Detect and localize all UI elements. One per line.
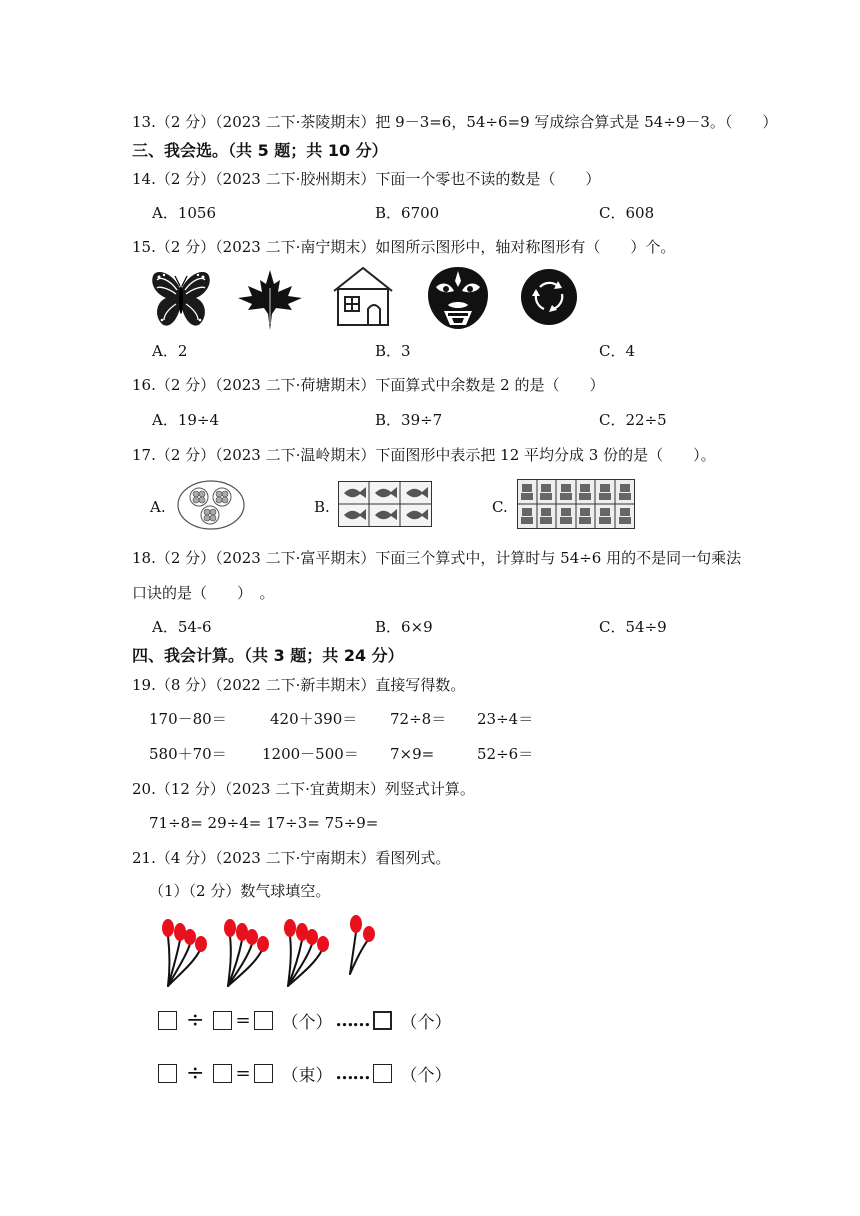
q19-calc-2: 420＋390＝ [270, 710, 358, 728]
q17-option-c: C. [492, 498, 508, 516]
q19-calc-3: 72÷8＝ [390, 710, 447, 728]
divide-sign: ÷ [186, 1008, 205, 1033]
q17-option-a: A. [150, 498, 166, 516]
q18-option-c: C．54÷9 [599, 618, 667, 636]
q16-option-c: C．22÷5 [599, 411, 667, 429]
question-13: 13.（2 分）（2023 二下·茶陵期末）把 9－3=6，54÷6=9 写成综合算式是 54÷9－3。（ ） [132, 113, 778, 131]
unit-label-1: （个） [281, 1013, 333, 1033]
equals-sign: = [235, 1010, 251, 1031]
balloon-bunches-figure [156, 914, 386, 994]
question-18-stem-line1: 18.（2 分）（2023 二下·富平期末）下面三个算式中，计算时与 54÷6 用的不是同一句乘法 [132, 549, 742, 567]
remainder-dots: …… [335, 1063, 370, 1084]
equals-sign: = [235, 1063, 251, 1084]
q14-option-b: B．6700 [375, 204, 440, 222]
dividend-box[interactable] [158, 1011, 177, 1030]
q16-option-a: A．19÷4 [152, 411, 220, 429]
q14-option-c: C．608 [599, 204, 655, 222]
butterfly-icon [150, 268, 212, 330]
question-14-stem: 14.（2 分）（2023 二下·胶州期末）下面一个零也不读的数是（ ） [132, 170, 601, 188]
q15-option-a: A．2 [152, 342, 188, 360]
q15-option-b: B．3 [375, 342, 411, 360]
quotient-box[interactable] [254, 1064, 273, 1083]
question-17-stem: 17.（2 分）（2023 二下·温岭期末）下面图形中表示把 12 平均分成 3 份的是（ ）。 [132, 446, 716, 464]
q17-option-b: B. [314, 498, 330, 516]
balloon-count-row [158, 1008, 452, 1033]
divide-sign: ÷ [186, 1061, 205, 1086]
q18-option-a: A．54-6 [152, 618, 212, 636]
section-3-heading: 三、我会选。（共 5 题；共 10 分） [132, 141, 388, 160]
q19-calc-4: 23÷4＝ [477, 710, 534, 728]
twelve-robot-grid-figure [517, 479, 635, 529]
bunch-count-row [158, 1061, 452, 1086]
dividend-box[interactable] [158, 1064, 177, 1083]
question-19-stem: 19.（8 分）（2022 二下·新丰期末）直接写得数。 [132, 676, 466, 694]
q19-calc-5: 580＋70＝ [149, 745, 227, 763]
q18-option-b: B．6×9 [375, 618, 433, 636]
house-icon [330, 265, 396, 329]
remainder-box[interactable] [373, 1064, 392, 1083]
q15-option-c: C．4 [599, 342, 636, 360]
section-4-heading: 四、我会计算。（共 3 题；共 24 分） [132, 646, 404, 665]
three-groups-of-four-figure [177, 480, 245, 530]
question-16-stem: 16.（2 分）（2023 二下·荷塘期末）下面算式中余数是 2 的是（ ） [132, 376, 605, 394]
question-15-stem: 15.（2 分）（2023 二下·南宁期末）如图所示图形中，轴对称图形有（ ）个。 [132, 238, 676, 256]
q19-calc-7: 7×9= [390, 745, 435, 763]
question-20-stem: 20.（12 分）（2023 二下·宜黄期末）列竖式计算。 [132, 780, 475, 798]
unit-label-2: （个） [400, 1013, 452, 1033]
opera-mask-icon [426, 265, 490, 331]
remainder-box[interactable] [373, 1011, 392, 1030]
divisor-box[interactable] [213, 1011, 232, 1030]
q20-calculations: 71÷8= 29÷4= 17÷3= 75÷9= [149, 814, 379, 832]
question-18-stem-line2: 口诀的是（ ） 。 [132, 584, 275, 602]
quotient-box[interactable] [254, 1011, 273, 1030]
divisor-box[interactable] [213, 1064, 232, 1083]
unit-label-2: （个） [400, 1066, 452, 1086]
remainder-dots: …… [335, 1010, 370, 1031]
q19-calc-6: 1200－500＝ [262, 745, 359, 763]
question-21-stem: 21.（4 分）（2023 二下·宁南期末）看图列式。 [132, 849, 451, 867]
recycle-circle-icon [520, 268, 578, 326]
maple-leaf-icon [236, 268, 304, 330]
six-fish-grid-figure [338, 481, 432, 527]
q14-option-a: A．1056 [152, 204, 217, 222]
q21-sub-question-1: （1）（2 分）数气球填空。 [149, 882, 331, 900]
q19-calc-1: 170－80＝ [149, 710, 227, 728]
unit-label-1: （束） [281, 1066, 333, 1086]
q16-option-b: B．39÷7 [375, 411, 443, 429]
q19-calc-8: 52÷6＝ [477, 745, 534, 763]
